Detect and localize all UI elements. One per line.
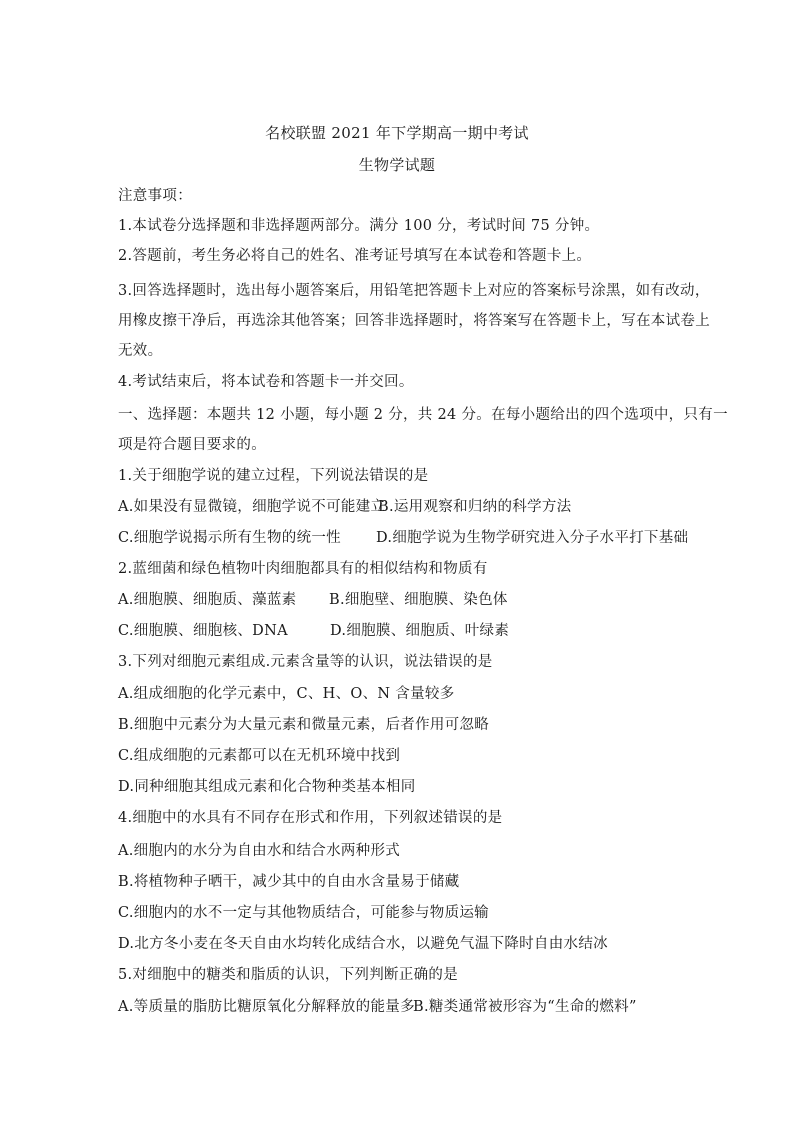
question-5-option-a: A.等质量的脂肪比糖原氧化分解释放的能量多 <box>118 999 415 1015</box>
notice-heading: 注意事项： <box>118 188 192 204</box>
question-2-option-d: D.细胞膜、细胞质、叶绿素 <box>330 623 510 639</box>
section-heading-line-1: 一、选择题：本题共 12 小题，每小题 2 分，共 24 分。在每小题给出的四个选项中，只有一 <box>118 407 728 423</box>
question-4-option-c: C.细胞内的水不一定与其他物质结合，可能参与物质运输 <box>118 905 489 921</box>
notice-item-1: 1.本试卷分选择题和非选择题两部分。满分 100 分，考试时间 75 分钟。 <box>118 218 600 234</box>
question-4-option-d: D.北方冬小麦在冬天自由水均转化成结合水，以避免气温下降时自由水结冰 <box>118 936 608 952</box>
exam-title: 名校联盟 2021 年下学期高一期中考试 <box>265 124 529 142</box>
question-3-option-c: C.组成细胞的元素都可以在无机环境中找到 <box>118 748 401 764</box>
question-2-stem: 2.蓝细菌和绿色植物叶肉细胞都具有的相似结构和物质有 <box>118 561 488 577</box>
subject-title: 生物学试题 <box>358 156 436 174</box>
notice-item-3-line-1: 3.回答选择题时，选出每小题答案后，用铅笔把答题卡上对应的答案标号涂黑，如有改动， <box>118 283 710 299</box>
question-4-option-b: B.将植物种子晒干，减少其中的自由水含量易于储藏 <box>118 874 460 890</box>
question-2-option-c: C.细胞膜、细胞核、DNA <box>118 623 288 639</box>
notice-item-3-line-3: 无效。 <box>118 343 163 359</box>
question-3-option-b: B.细胞中元素分为大量元素和微量元素，后者作用可忽略 <box>118 717 490 733</box>
question-1-option-b: B.运用观察和归纳的科学方法 <box>378 499 572 515</box>
notice-item-2: 2.答题前，考生务必将自己的姓名、准考证号填写在本试卷和答题卡上。 <box>118 248 592 264</box>
question-2-option-a: A.细胞膜、细胞质、藻蓝素 <box>118 592 297 608</box>
question-4-option-a: A.细胞内的水分为自由水和结合水两种形式 <box>118 843 401 859</box>
question-1-stem: 1.关于细胞学说的建立过程，下列说法错误的是 <box>118 468 429 484</box>
question-3-option-a: A.组成细胞的化学元素中，C、H、O、N 含量较多 <box>118 686 455 702</box>
notice-item-4: 4.考试结束后，将本试卷和答题卡一并交回。 <box>118 374 414 390</box>
notice-item-3-line-2: 用橡皮擦干净后，再选涂其他答案；回答非选择题时，将答案写在答题卡上，写在本试卷上 <box>118 313 710 329</box>
question-3-option-d: D.同种细胞其组成元素和化合物种类基本相同 <box>118 779 416 795</box>
question-2-option-b: B.细胞壁、细胞膜、染色体 <box>329 592 508 608</box>
question-1-option-c: C.细胞学说揭示所有生物的统一性 <box>118 530 341 546</box>
section-heading-line-2: 项是符合题目要求的。 <box>118 437 266 453</box>
question-3-stem: 3.下列对细胞元素组成.元素含量等的认识，说法错误的是 <box>118 654 493 670</box>
question-5-stem: 5.对细胞中的糖类和脂质的认识，下列判断正确的是 <box>118 967 459 983</box>
question-4-stem: 4.细胞中的水具有不同存在形式和作用，下列叙述错误的是 <box>118 810 503 826</box>
question-1-option-d: D.细胞学说为生物学研究进入分子水平打下基础 <box>376 530 689 546</box>
question-5-option-b: B.糖类通常被形容为“生命的燃料” <box>413 999 637 1015</box>
question-1-option-a: A.如果没有显微镜，细胞学说不可能建立 <box>118 499 386 515</box>
